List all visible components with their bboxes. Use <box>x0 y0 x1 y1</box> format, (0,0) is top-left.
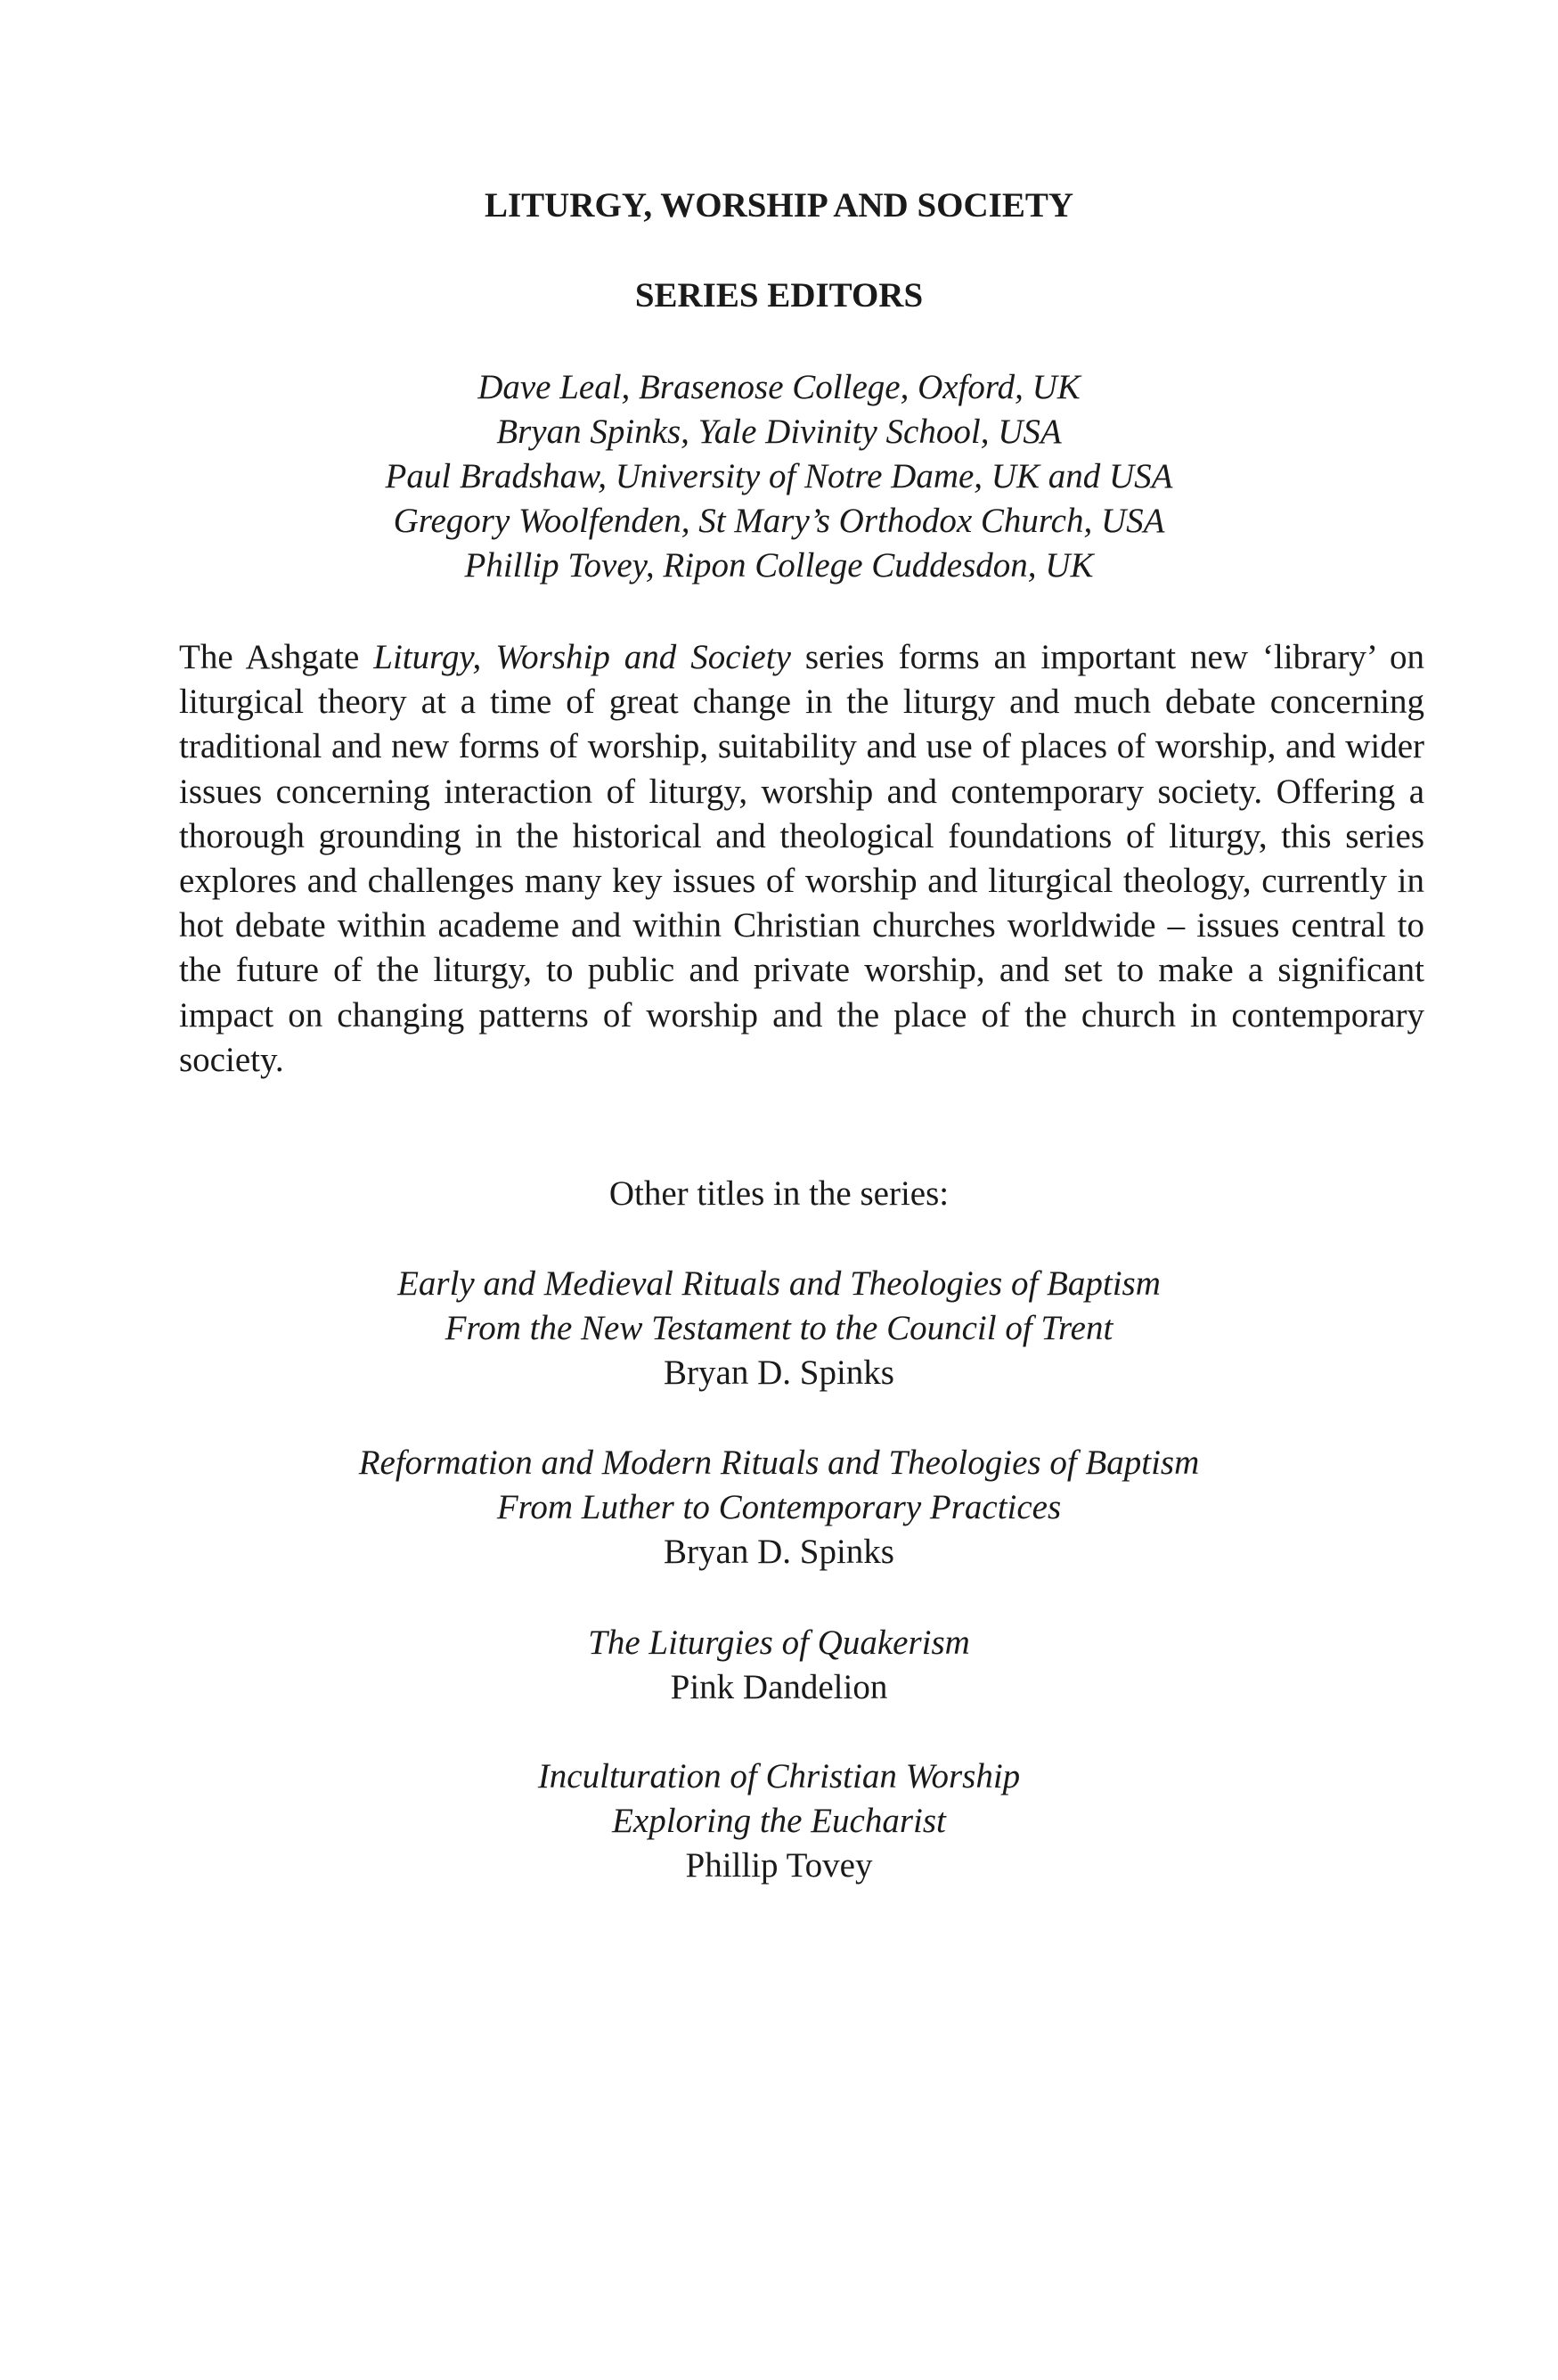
book-title: The Liturgies of Quakerism <box>588 1623 970 1662</box>
book-entry <box>0 1262 1558 1395</box>
book-title: Reformation and Modern Rituals and Theologies of Baptism <box>358 1444 1200 1482</box>
editor-entry: Gregory Woolfenden, St Mary’s Orthodox Church, USA <box>393 502 1165 540</box>
book-subtitle: From Luther to Contemporary Practices <box>496 1488 1062 1526</box>
description-series-name: Liturgy, Worship and Society <box>373 638 791 676</box>
book-subtitle: Exploring the Eucharist <box>612 1802 946 1840</box>
book-title: Inculturation of Christian Worship <box>537 1757 1021 1795</box>
description-lead: The Ashgate <box>179 638 374 676</box>
series-description <box>179 635 1424 1083</box>
book-author: Bryan D. Spinks <box>664 1533 894 1571</box>
book-author: Pink Dandelion <box>670 1668 888 1706</box>
other-titles-heading: Other titles in the series: <box>608 1174 950 1213</box>
book-entry <box>0 1441 1558 1574</box>
editors-heading: SERIES EDITORS <box>634 276 924 315</box>
book-author: Phillip Tovey <box>685 1846 873 1885</box>
book-author: Bryan D. Spinks <box>664 1354 894 1392</box>
series-title: LITURGY, WORSHIP AND SOCIETY <box>484 186 1074 225</box>
book-entry <box>0 1754 1558 1888</box>
editor-entry: Bryan Spinks, Yale Divinity School, USA <box>496 413 1062 451</box>
editor-entry: Dave Leal, Brasenose College, Oxford, UK <box>477 368 1081 406</box>
book-subtitle: From the New Testament to the Council of Trent <box>445 1309 1113 1347</box>
editor-entry: Paul Bradshaw, University of Notre Dame, UK and USA <box>385 457 1173 495</box>
editors-list <box>0 365 1558 588</box>
book-title: Early and Medieval Rituals and Theologies of Baptism <box>397 1264 1161 1303</box>
editor-entry: Phillip Tovey, Ripon College Cuddesdon, UK <box>464 546 1094 585</box>
book-entry <box>0 1621 1558 1710</box>
description-body: series forms an important new ‘library’ on liturgical theory at a time of great change in the liturgy and much debate concerning traditional and new forms of worship, suitability and use of places of worship, and wider issues concerning interaction of liturgy, worship and contemporary society. Offering a thorough grounding in the historical and theological foundations of liturgy, this series explores and challenges many key issues of worship and liturgical theology, currently in hot debate within academe and within Christian churches worldwide – issues central to the future of the liturgy, to public and private worship, and set to make a significant impact on changing patterns of worship and the place of the church in contemporary society. <box>179 638 1424 1079</box>
